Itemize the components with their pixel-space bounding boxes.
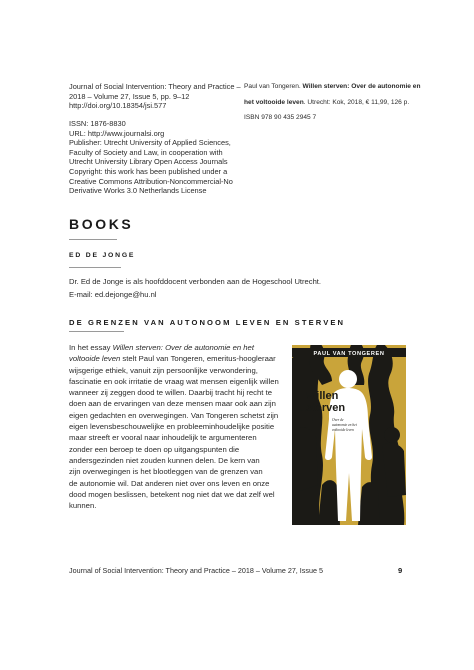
page-footer-journal: Journal of Social Intervention: Theory and Practice – 2018 – Volume 27, Issue 5 <box>69 566 323 575</box>
body-line: wijsgerige ethiek, vanuit zijn persoonlijke verwondering, <box>69 365 258 375</box>
body-line: wanneer zij zeggen dood te willen. Daarbij tracht hij recht te <box>69 388 272 398</box>
license-line: ISSN: 1876-8830 <box>69 119 126 128</box>
cover-author: PAUL VAN TONGEREN <box>313 351 385 357</box>
article-heading-rule <box>69 331 124 332</box>
body-line: fascinatie en ook irritatie de vraag wat mensen eigenlijk willen <box>69 376 279 386</box>
page-number: 9 <box>398 566 403 575</box>
book-title-italic: Willen sterven: Over de autonomie en het <box>112 343 254 352</box>
body-line: de autonomie wil. Dat anderen niet over ons leven en onze <box>69 478 270 488</box>
citation-line: http://doi.org/10.18354/jsi.577 <box>69 101 167 111</box>
journal-license <box>69 119 233 196</box>
body-line: kunnen. <box>69 501 97 511</box>
reviewer-name: ED DE JONGE <box>69 252 136 259</box>
reviewed-book-info <box>244 79 420 126</box>
license-line: Utrecht University Library Open Access Journals <box>69 157 228 167</box>
book-title-part-1: Willen sterven: Over de autonomie en <box>302 83 421 90</box>
cover-subtitle-line-3: voltooide leven <box>332 428 354 432</box>
body-line: maar streeft er vooral naar inhoudelijk te argumenteren <box>69 433 257 443</box>
article-heading: DE GRENZEN VAN AUTONOOM LEVEN EN STERVEN <box>69 318 346 327</box>
book-author: Paul van Tongeren. <box>244 83 301 90</box>
license-line: Faculty of Society and Law, in cooperation with <box>69 147 223 157</box>
book-cover-art <box>292 345 406 525</box>
book-publisher: . Utrecht: Kok, 2018, € 11,99, 126 p. <box>303 98 410 106</box>
reviewer-affiliation: Dr. Ed de Jonge is als hoofddocent verbonden aan de Hogeschool Utrecht. <box>69 277 322 286</box>
license-line: Publisher: Utrecht University of Applied Sciences, <box>69 138 231 148</box>
license-line: Copyright: this work has been published under a <box>69 166 228 176</box>
body-line: zonder een beroep te doen op uitgangspunten die <box>69 444 240 454</box>
review-line-2 <box>244 95 420 111</box>
article-body <box>69 342 279 511</box>
body-line: eigen gedachten en overwegingen. Van Tongeren schetst zijn <box>69 410 279 420</box>
cover-subtitle-line-1: Over de <box>332 418 344 422</box>
license-line: Creative Commons Attribution-Noncommercial-No <box>69 176 233 186</box>
body-line: voltooide leven stelt Paul van Tongeren, emeritus-hoogleraar <box>69 354 276 364</box>
review-line-1 <box>244 79 420 95</box>
reviewer-bio <box>69 276 321 301</box>
citation-line: 2018 – Volume 27, Issue 5, pp. 9–12 <box>69 91 190 101</box>
cover-subtitle-line-2: autonomie en het <box>332 423 357 427</box>
license-line: Derivative Works 3.0 Netherlands License <box>69 186 207 196</box>
body-line: andersgezinden niet zouden kunnen delen. De kern van <box>69 455 260 465</box>
cover-title-line-2: sterven <box>306 402 346 414</box>
reviewer-email: E-mail: ed.dejonge@hu.nl <box>69 289 157 299</box>
book-isbn: ISBN 978 90 435 2945 7 <box>244 114 317 122</box>
journal-citation <box>69 82 241 111</box>
book-title-italic: voltooide leven <box>69 354 121 364</box>
book-cover <box>292 345 406 525</box>
body-line: In het essay Willen sterven: Over de autonomie en het <box>69 343 254 352</box>
body-line: doen aan de ervaringen van deze mensen maar ook aan zijn <box>69 399 276 409</box>
license-line: URL: http://www.journalsi.org <box>69 128 165 138</box>
body-line: zijn overwegingen is het blootleggen van de grenzen van <box>69 467 263 477</box>
reviewer-rule <box>69 267 121 268</box>
citation-line: Journal of Social Intervention: Theory and Practice – <box>69 82 241 91</box>
section-title: BOOKS <box>69 216 134 232</box>
book-title-part-2: het voltooide leven <box>244 98 304 106</box>
section-title-rule <box>69 239 117 240</box>
body-line: dood mogen beslissen, betekent nog niet dat we dat zelf wel <box>69 489 275 499</box>
cover-title-line-1: Willen <box>306 390 339 402</box>
body-line: eigen levensbeschouwelijke en probleeminhoudelijke positie <box>69 422 275 432</box>
